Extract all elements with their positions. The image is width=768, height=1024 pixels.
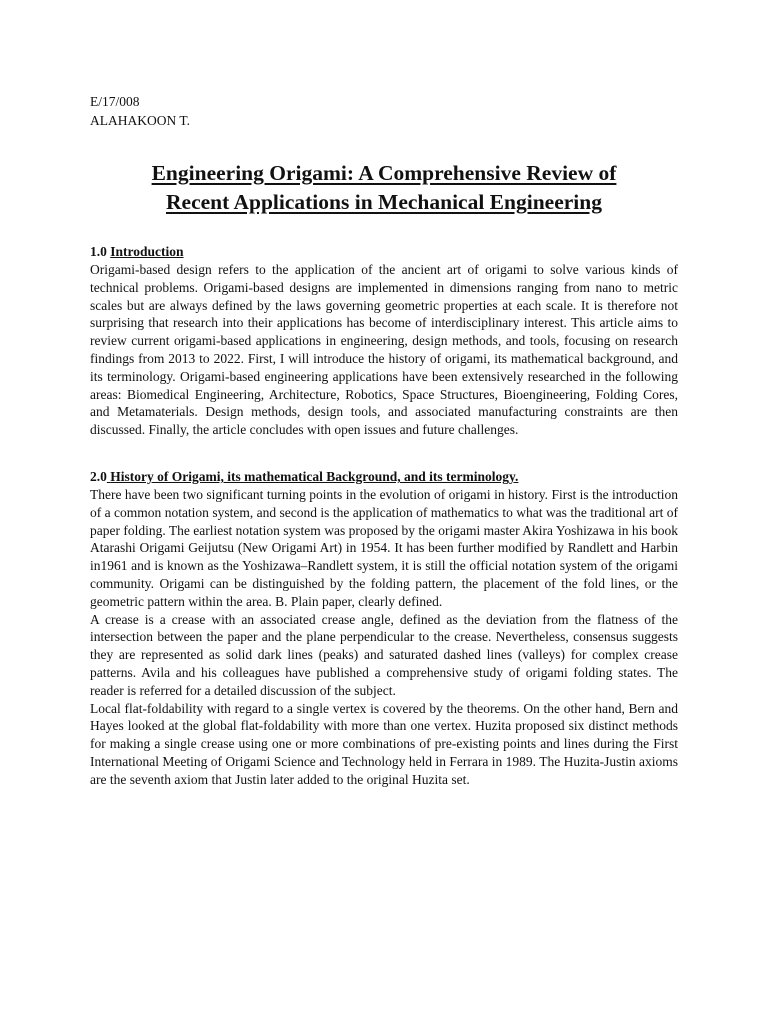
section-title: History of Origami, its mathematical Background, and its terminology. [110,468,519,484]
section-title: Introduction [110,244,184,259]
history-paragraph-1: There have been two significant turning points in the evolution of origami in history. First is the introduction of a common notation system, and second is the application of mathematics to what was the traditional art of paper folding. The earliest notation system was proposed by the origami master Akira Yoshizawa in his book Atarashi Origami Geijutsu (New Origami Art) in 1954. It has been further modified by Randlett and Harbin in1961 and is known as the Yoshizawa–Randlett system, it is still the official notation system of the origami community. Origami can be distinguished by the folding pattern, the placement of the fold lines, or the geometric pattern within the area. B. Plain paper, clearly defined. [90,486,678,609]
title-line-1: Engineering Origami: A Comprehensive Review of [151,161,617,185]
history-paragraph-3: Local flat-foldability with regard to a single vertex is covered by the theorems. On the other hand, Bern and Hayes looked at the global flat-foldability with more than one vertex. Huzita proposed six distinct methods for making a single crease using one or more combinations of pre-existing points and lines during the First International Meeting of Origami Science and Technology held in Ferrara in 1989. The Huzita-Justin axioms are the seventh axiom that Justin later added to the original Huzita set. [90,700,678,787]
document-title [90,159,678,217]
section-heading-introduction [90,242,678,261]
author-name: ALAHAKOON T. [90,113,190,128]
history-paragraph-2: A crease is a crease with an associated crease angle, defined as the deviation from the flatness of the intersection between the paper and the plane perpendicular to the crease. Nevertheless, consensus suggests they are represented as solid dark lines (peaks) and saturated dashed lines (valleys) for complex crease patterns. Avila and his colleagues have published a comprehensive study of origami folding states. The reader is referred for a detailed discussion of the subject. [90,611,678,698]
section-number: 1.0 [90,244,107,259]
section-heading-history [90,467,678,486]
title-line-2: Recent Applications in Mechanical Engineering [166,190,602,214]
registration-number: E/17/008 [90,94,140,109]
introduction-paragraph: Origami-based design refers to the application of the ancient art of origami to solve various kinds of technical problems. Origami-based designs are implemented in dimensions ranging from nano to metric scales but are always defined by the laws governing geometric properties at each scale. It is therefore not surprising that research into their applications has become of interdisciplinary interest. This article aims to review current origami-based applications in engineering, design methods, and tools, focusing on research findings from 2013 to 2022. First, I will introduce the history of origami, its mathematical background, and its terminology. Origami-based engineering applications have been extensively researched in the following areas: Biomedical Engineering, Architecture, Robotics, Space Structures, Bioengineering, Folding Cores, and Metamaterials. Design methods, design tools, and associated manufacturing constraints are then discussed. Finally, the article concludes with open issues and future challenges. [90,262,678,438]
section-number: 2.0 [90,468,107,484]
